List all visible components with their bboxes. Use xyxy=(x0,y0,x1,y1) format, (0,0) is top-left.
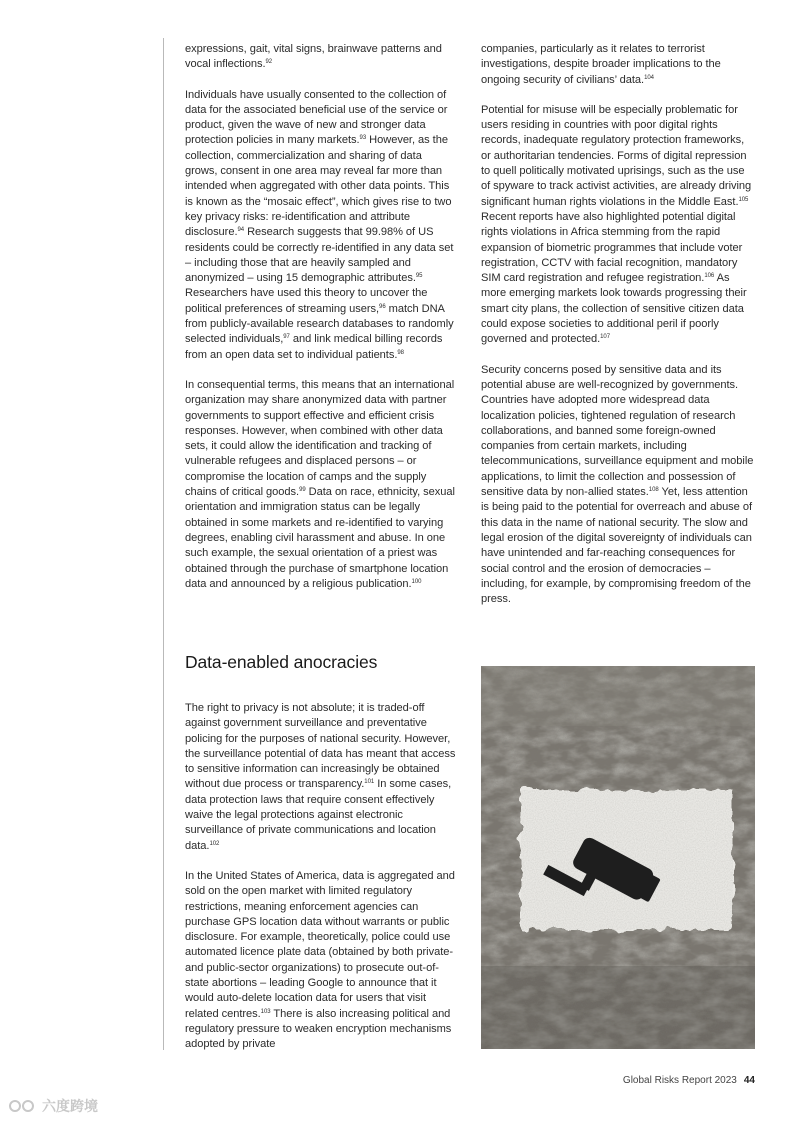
right-column xyxy=(481,42,755,607)
paragraph: In the United States of America, data is aggregated and sold on the open market with limited regulatory restrictions, meaning enforcement agencies can purchase GPS location data without warrants or public disclosure. For example, theoretically, police could use automated licence plate data (obtained by both private- and public-sector organizations) to prosecute out-of-state abortions – leading Google to announce that it would auto-delete location data for users that visit related centres.$^{103}$ There is also increasing political and regulatory pressure to weaken encryption mechanisms adopted by private xyxy=(185,869,455,1051)
paragraph: Individuals have usually consented to the collection of data for the associated beneficial use of the service or product, given the wave of new and stronger data protection policies in many markets.$^{93}$ However, as the collection, commercialization and sharing of data grows, consent in one area may reveal far more than intended when aggregated with other data points. This is known as the “mosaic effect”, which gives rise to two key privacy risks: re-identification and attribute disclosure.$^{94}$ Research suggests that 99.98% of US residents could be correctly re-identified in any data set – including those that are heavily sampled and anonymized – using 15 demographic attributes.$^{95}$ Researchers have used this theory to uncover the political preferences of streaming users,$^{96}$ match DNA from publicly-available research databases to randomly selected individuals,$^{97}$ and link medical billing records from an open data set to individual patients.$^{98}$ xyxy=(185,88,454,361)
watermark-logo-icon xyxy=(8,1097,38,1115)
paragraph: Potential for misuse will be especially problematic for users residing in countries with poor digital rights records, inadequate regulatory protection frameworks, or authoritarian tendencies. Forms of digital repression to quell politically motivated uprisings, such as the use of spyware to track activist activities, are already driving significant human rights violations in the Middle East.$^{105}$ Recent reports have also highlighted potential digital rights violations in Africa stemming from the rapid expansion of biometric programmes that include voter registration, CCTV with facial recognition, mandatory SIM card registration and refugee registration.$^{106}$ As more emerging markets look towards progressing their smart city plans, the collection of sensitive citizen data could expose societies to additional peril if poorly governed and protected.$^{107}$ xyxy=(481,103,752,346)
surveillance-photo xyxy=(481,666,755,1049)
footnote-ref: 102 xyxy=(209,840,220,847)
footnote-ref: 96 xyxy=(379,303,386,310)
footnote-ref: 100 xyxy=(411,578,422,585)
footnote-ref: 103 xyxy=(260,1008,271,1015)
watermark xyxy=(8,1096,98,1116)
paragraph: In consequential terms, this means that an international organization may share anonymized data with partner governments to support effective and efficient crisis responses. However, when combined with other data sets, it could allow the identification and tracking of vulnerable refugees and displaced persons – or compromise the location of camps and the supply chains of critical goods.$^{99}$ Data on race, ethnicity, sexual orientation and immigration status can be legally obtained in some markets and re-identified to varying degrees, enabling civil harassment and abuse. In one such example, the sexual orientation of a priest was obtained through the purchase of smartphone location data and announced by a religious publication.$^{100}$ xyxy=(185,378,455,590)
footnote-ref: 94 xyxy=(237,227,245,234)
page-footer xyxy=(623,1075,755,1086)
paragraph: The right to privacy is not absolute; it is traded-off against government surveillance and preventative policing for the purposes of national security. However, the surveillance potential of data has meant that access to sensitive information can increasingly be obtained without due process or transparency.$^{101}$ In some cases, data protection laws that require consent effectively waive the legal protections against electronic surveillance of private communications and location data.$^{102}$ xyxy=(185,702,456,852)
section-heading: Data-enabled anocracies xyxy=(185,652,378,672)
footnote-ref: 93 xyxy=(359,135,367,142)
column-divider xyxy=(163,38,164,1050)
left-column xyxy=(185,42,457,592)
paragraph: companies, particularly as it relates to terrorist investigations, despite broader implications to the ongoing security of civilians’ data.$^{104}$ xyxy=(481,43,721,86)
footnote-ref: 101 xyxy=(364,779,375,786)
footnote-ref: 92 xyxy=(265,59,273,66)
paragraph: expressions, gait, vital signs, brainwave patterns and vocal inflections.$^{92}$ xyxy=(185,43,442,71)
report-title: Global Risks Report 2023 xyxy=(622,1075,737,1086)
footnote-ref: 105 xyxy=(738,196,749,203)
footnote-ref: 98 xyxy=(397,349,404,356)
footnote-ref: 97 xyxy=(283,334,290,341)
page-number: 44 xyxy=(743,1075,755,1086)
footnote-ref: 95 xyxy=(415,273,423,280)
footnote-ref: 107 xyxy=(600,334,610,341)
footnote-ref: 106 xyxy=(704,273,715,280)
paragraph: Security concerns posed by sensitive data and its potential abuse are well-recognized by governments. Countries have adopted more widespread data localization policies, tightened regulation of research collaborations, and banned some foreign-owned companies from certain markets, including telecommunications, surveillance equipment and mobile applications, to limit the collection and possession of sensitive data by non-allied states.$^{108}$ Yet, less attention is being paid to the potential for overreach and abuse of this data in the name of national security. The slow and legal erosion of the digital sovereignty of individuals can have unintended and far-reaching consequences for social control and the erosion of democracies – including, for example, by compromising freedom of the press. xyxy=(481,363,754,606)
footnote-ref: 99 xyxy=(299,487,306,494)
section-body xyxy=(185,701,457,1053)
footnote-ref: 108 xyxy=(648,487,659,494)
footnote-ref: 104 xyxy=(644,74,654,81)
watermark-text: 六度跨境 xyxy=(42,1098,98,1114)
